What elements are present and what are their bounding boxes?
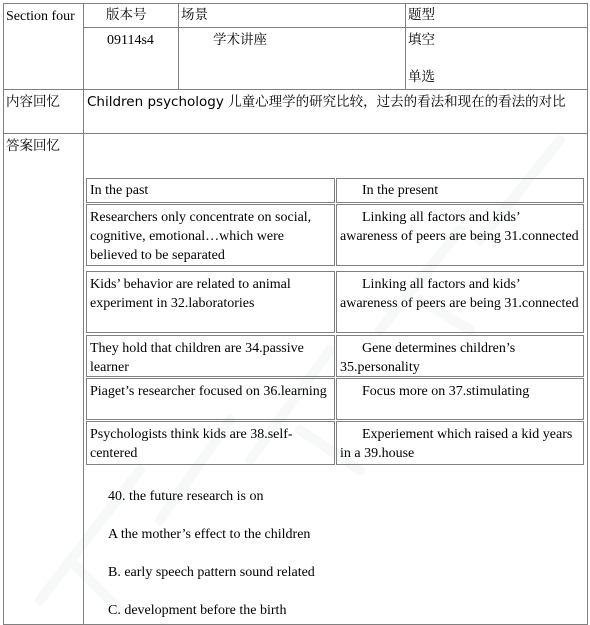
answers-label: 答案回忆: [6, 138, 60, 154]
table-header-present: In the present: [362, 183, 439, 198]
content-text-cell: [83, 89, 588, 134]
table-header-past-cell: [86, 178, 335, 203]
table-row-1-present: Linking all factors and kids’ awareness of peers are being 31.connected: [340, 210, 579, 244]
table-row-4-past: Piaget’s researcher focused on 36.learning: [90, 384, 327, 399]
table-row-5-past: Psychologists think kids are 38.self-centered: [90, 427, 293, 461]
header-qtype-value-cell: [405, 27, 588, 90]
table-row-2-present: Linking all factors and kids’ awareness of peers are being 31.connected: [340, 277, 579, 311]
header-qtype-label-cell: [405, 3, 588, 28]
table-row-5-present-cell: [336, 421, 584, 465]
table-row-3-past: They hold that children are 34.passive learner: [90, 341, 304, 375]
qtype-value-fill: 填空: [408, 32, 435, 48]
table-row-4-present: Focus more on 37.stimulating: [362, 384, 530, 399]
table-row-1-past: Researchers only concentrate on social, cognitive, emotional…which were believed to be separated: [90, 210, 312, 263]
question-40: 40. the future research is on: [108, 489, 264, 504]
scene-value: 学术讲座: [213, 32, 267, 48]
table-row-3-present-cell: [336, 335, 584, 377]
table-header-present-cell: [336, 178, 584, 203]
table-row-5-present: Experiement which raised a kid years in a 39.house: [340, 427, 573, 461]
header-version-value-cell: [83, 27, 179, 90]
qtype-label: 题型: [408, 7, 435, 23]
table-row-2-past: Kids’ behavior are related to animal experiment in 32.laboratories: [90, 277, 291, 311]
qtype-value-choice: 单选: [408, 69, 435, 85]
version-label: 版本号: [106, 7, 147, 23]
option-c: C. development before the birth: [108, 603, 287, 618]
table-row-4-past-cell: [86, 378, 335, 420]
header-scene-value-cell: [178, 27, 406, 90]
section-label: Section four: [6, 9, 75, 24]
table-row-3-present: Gene determines children’s 35.personality: [340, 341, 516, 375]
header-version-label-cell: [83, 3, 179, 28]
table-row-1-past-cell: [86, 204, 335, 266]
content-label-cell: [3, 89, 84, 134]
header-section-cell: [3, 3, 84, 90]
version-value: 09114s4: [107, 33, 154, 48]
table-row-3-past-cell: [86, 335, 335, 377]
answers-label-cell: [3, 133, 84, 625]
content-text: Children psychology 儿童心理学的研究比较，过去的看法和现在的看法的对比: [87, 94, 566, 110]
table-row-2-past-cell: [86, 271, 335, 333]
table-row-2-present-cell: [336, 271, 584, 333]
option-b: B. early speech pattern sound related: [108, 565, 315, 580]
table-row-4-present-cell: [336, 378, 584, 420]
option-a: A the mother’s effect to the children: [108, 527, 311, 542]
table-row-5-past-cell: [86, 421, 335, 465]
table-row-1-present-cell: [336, 204, 584, 266]
table-header-past: In the past: [90, 183, 149, 198]
content-label: 内容回忆: [6, 94, 60, 110]
scene-label: 场景: [181, 7, 208, 23]
header-scene-label-cell: [178, 3, 406, 28]
